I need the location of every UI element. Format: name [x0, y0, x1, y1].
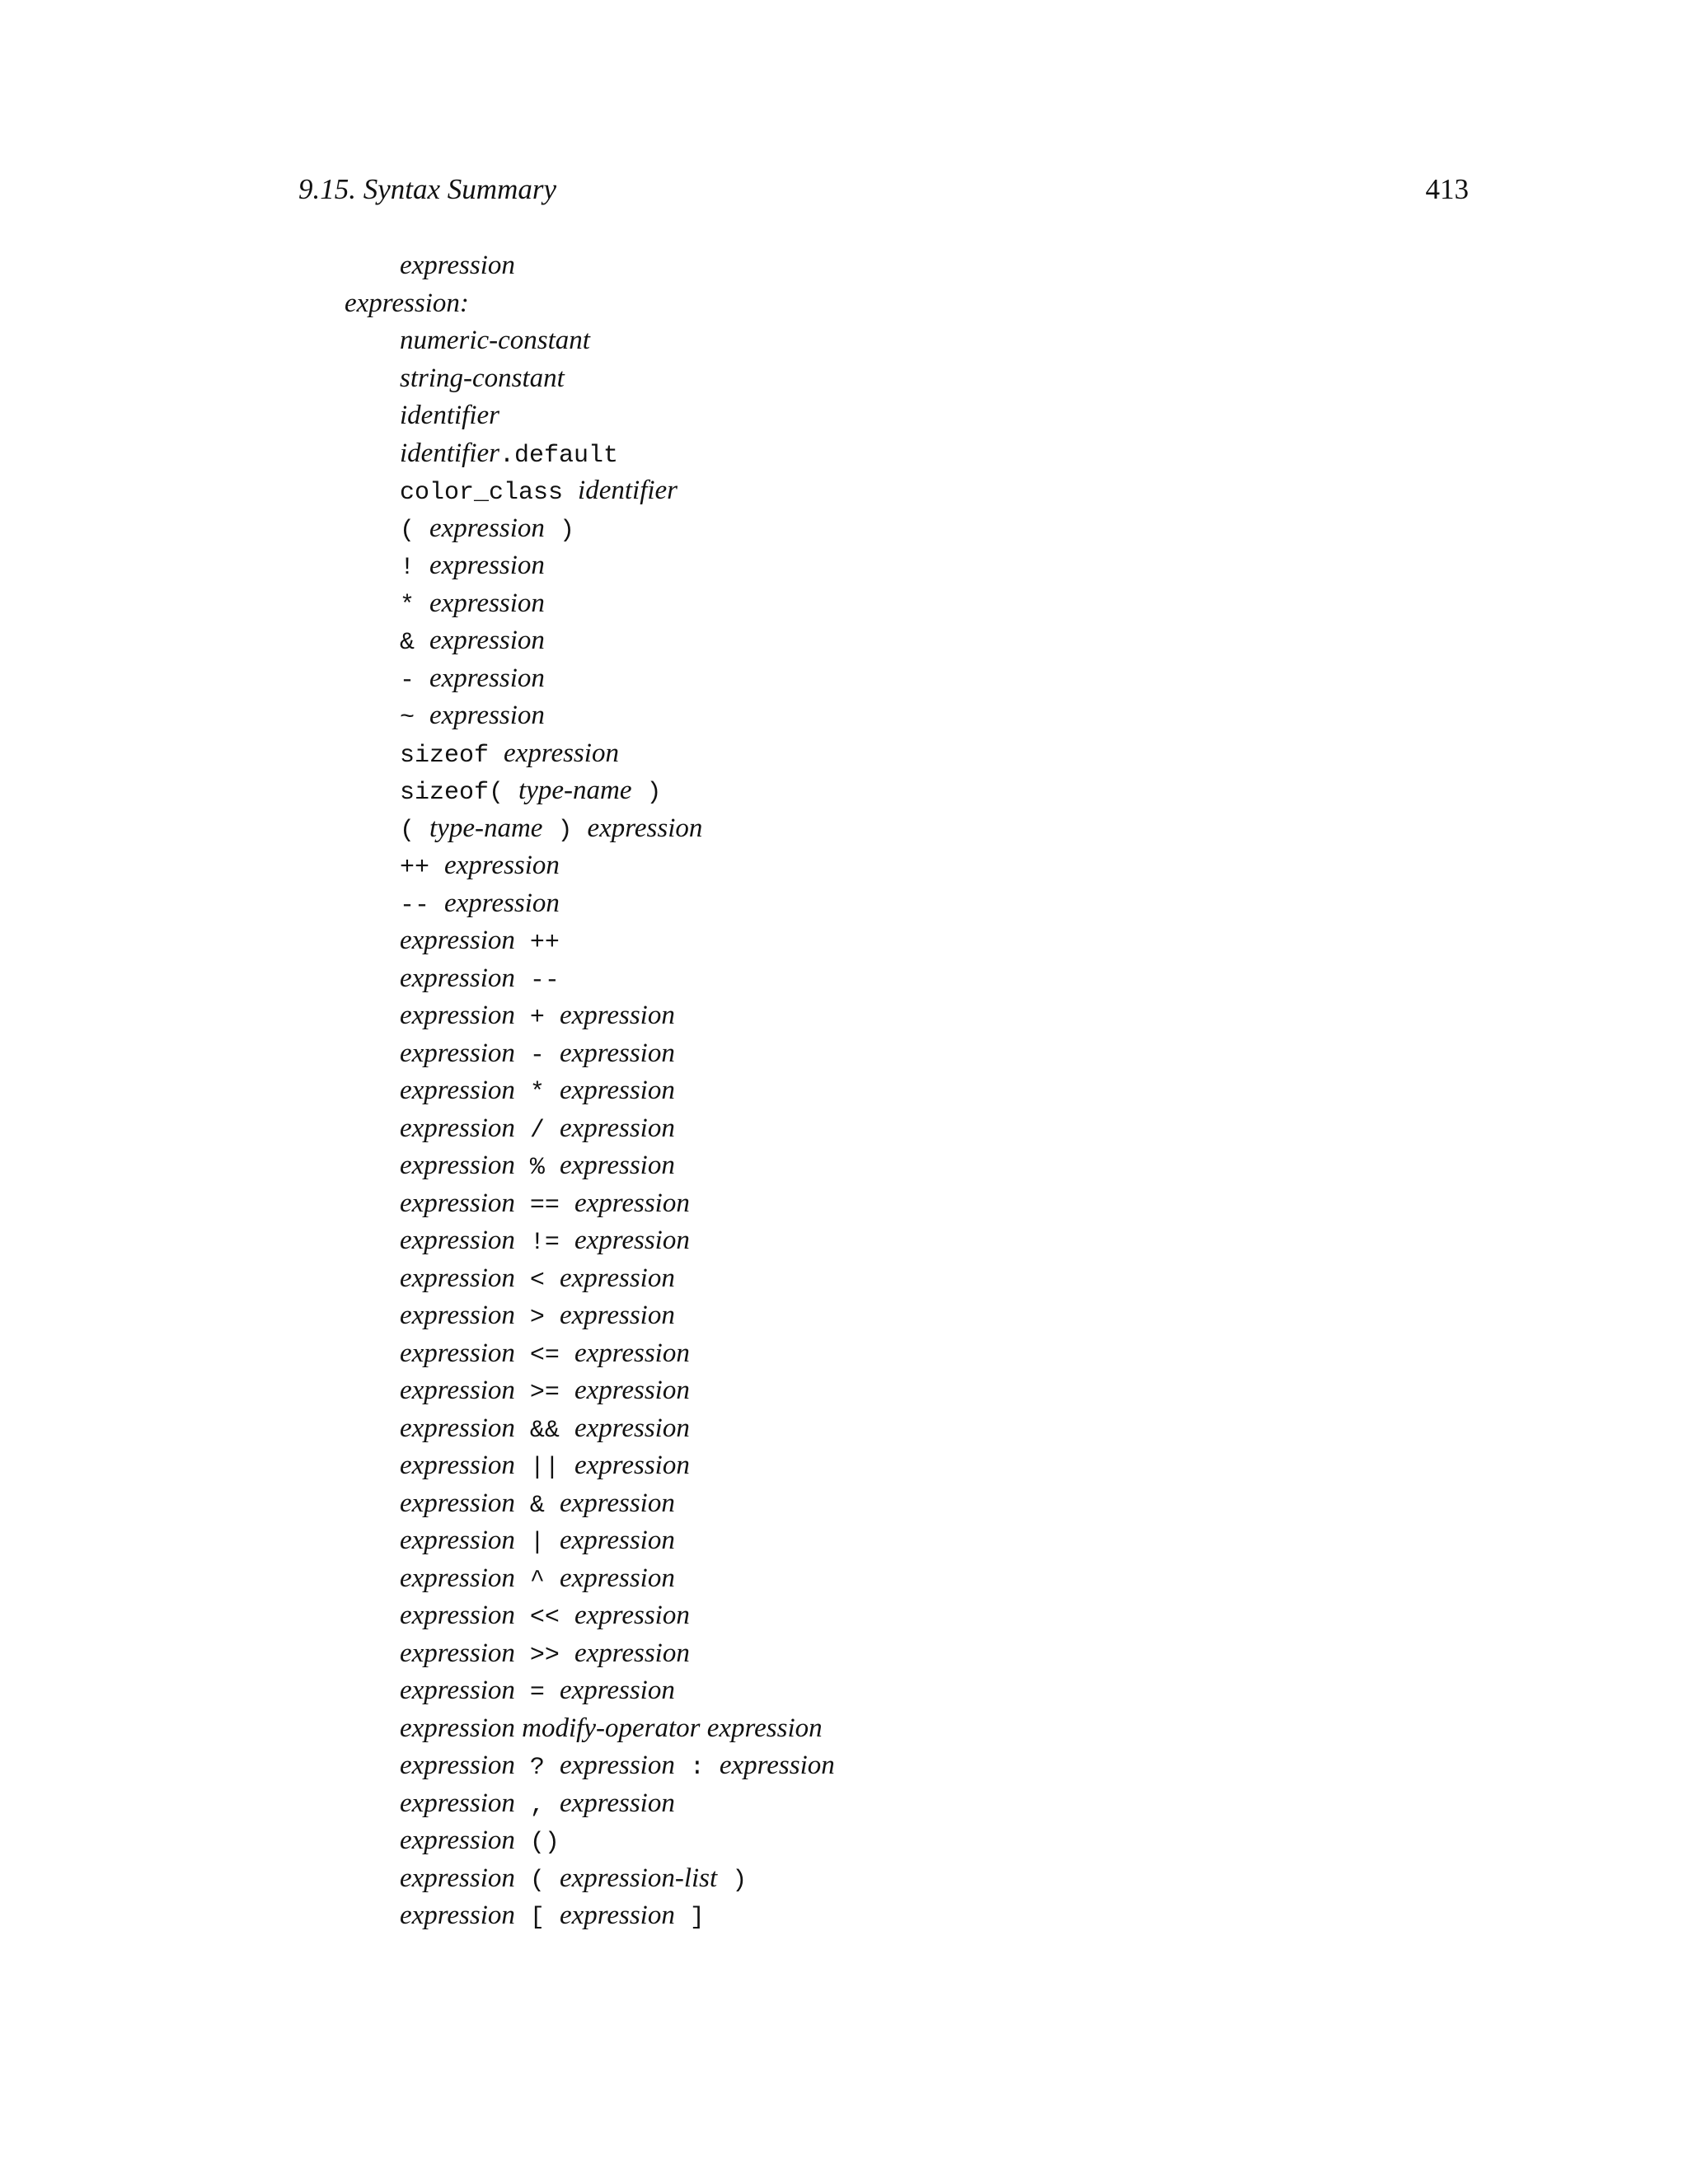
- grammar-production: [0, 1785, 1688, 1823]
- nonterminal-symbol: expression: [429, 663, 545, 693]
- terminal-token: >: [514, 1304, 560, 1332]
- grammar-production: [0, 322, 1688, 360]
- grammar-production: [0, 1485, 1688, 1523]
- grammar-production: [0, 922, 1688, 960]
- grammar-nonterminal-heading: [0, 285, 1688, 323]
- nonterminal-symbol: expression: [429, 626, 545, 655]
- terminal-token: *: [514, 1079, 560, 1107]
- nonterminal-symbol: expression: [574, 1601, 690, 1630]
- nonterminal-symbol: expression: [574, 1338, 690, 1368]
- nonterminal-symbol: expression: [559, 1301, 675, 1330]
- terminal-token: (: [400, 516, 430, 545]
- nonterminal-symbol: expression: [559, 1900, 675, 1930]
- nonterminal-symbol: expression: [400, 1563, 515, 1593]
- grammar-production: [0, 1072, 1688, 1110]
- terminal-token: sizeof: [400, 741, 504, 770]
- nonterminal-symbol: expression: [429, 513, 545, 543]
- grammar-production: [0, 1897, 1688, 1935]
- terminal-token: >>: [514, 1641, 574, 1670]
- nonterminal-symbol: expression: [429, 588, 545, 618]
- grammar-production: [0, 885, 1688, 923]
- nonterminal-symbol: expression: [400, 1900, 515, 1930]
- grammar-production: [0, 622, 1688, 660]
- nonterminal-symbol: expression: [559, 1038, 675, 1068]
- terminal-token: (: [514, 1866, 560, 1895]
- nonterminal-symbol: identifier: [400, 401, 499, 430]
- terminal-token: ): [544, 516, 574, 545]
- grammar-production: [0, 1822, 1688, 1860]
- nonterminal-symbol: expression: [400, 1601, 515, 1630]
- nonterminal-symbol: expression: [559, 1076, 675, 1105]
- grammar-production: [0, 1260, 1688, 1298]
- terminal-token: =: [514, 1679, 560, 1707]
- terminal-token: .default: [499, 441, 619, 470]
- grammar-production: [0, 585, 1688, 623]
- terminal-token: <<: [514, 1604, 574, 1632]
- nonterminal-symbol: expression: [400, 963, 515, 993]
- terminal-token: &: [400, 629, 430, 657]
- grammar-production: [0, 1372, 1688, 1410]
- nonterminal-symbol: expression: [574, 1226, 690, 1255]
- nonterminal-symbol: expression: [574, 1451, 690, 1480]
- nonterminal-symbol: expression: [400, 1675, 515, 1705]
- nonterminal-symbol: expression: [400, 1151, 515, 1180]
- terminal-token: --: [400, 891, 445, 920]
- running-header: [298, 171, 1469, 208]
- nonterminal-symbol: string-constant: [400, 363, 565, 393]
- terminal-token: ++: [514, 929, 560, 957]
- nonterminal-symbol: expression: [559, 1263, 675, 1293]
- nonterminal-symbol: type-name: [429, 813, 543, 843]
- nonterminal-symbol: expression: [400, 1188, 515, 1218]
- nonterminal-symbol: expression: [400, 1526, 515, 1555]
- terminal-token: >=: [514, 1379, 574, 1407]
- grammar-production: [0, 1710, 1688, 1748]
- terminal-token: ||: [514, 1454, 574, 1482]
- nonterminal-symbol: type-name: [518, 776, 632, 805]
- nonterminal-symbol: expression: [559, 1675, 675, 1705]
- grammar-production: [0, 697, 1688, 735]
- terminal-token: :: [674, 1754, 720, 1782]
- terminal-token: color_class: [400, 479, 579, 507]
- nonterminal-symbol: expression: [400, 1750, 515, 1780]
- nonterminal-symbol: expression modify-operator expression: [400, 1713, 823, 1743]
- grammar-listing: [0, 247, 1688, 1935]
- grammar-production: [0, 772, 1688, 810]
- page-number: 413: [1425, 173, 1469, 205]
- terminal-token: ~: [400, 704, 430, 732]
- grammar-production: [0, 847, 1688, 885]
- nonterminal-symbol: expression: [574, 1376, 690, 1405]
- nonterminal-symbol: expression: [559, 1788, 675, 1818]
- terminal-token: ]: [674, 1904, 705, 1932]
- nonterminal-symbol: expression: [574, 1188, 690, 1218]
- grammar-production: [0, 997, 1688, 1035]
- grammar-production: [0, 1447, 1688, 1485]
- terminal-token: !: [400, 554, 430, 582]
- grammar-production: [0, 960, 1688, 998]
- grammar-production: [0, 660, 1688, 698]
- terminal-token: ?: [514, 1754, 560, 1782]
- nonterminal-symbol: expression: [559, 1750, 675, 1780]
- grammar-production: [0, 472, 1688, 510]
- grammar-production: [0, 435, 1688, 473]
- terminal-token: |: [514, 1529, 560, 1557]
- grammar-production: [0, 1035, 1688, 1073]
- nonterminal-symbol: expression: [559, 1001, 675, 1030]
- nonterminal-symbol: expression: [559, 1488, 675, 1518]
- grammar-production: [0, 1185, 1688, 1223]
- grammar-production: [0, 810, 1688, 848]
- nonterminal-symbol: expression: [400, 251, 515, 280]
- nonterminal-symbol: expression:: [345, 288, 469, 318]
- terminal-token: ^: [514, 1566, 560, 1595]
- terminal-token: &&: [514, 1416, 574, 1445]
- terminal-token: !=: [514, 1229, 574, 1257]
- nonterminal-symbol: expression: [400, 1825, 515, 1855]
- nonterminal-symbol: expression: [559, 1526, 675, 1555]
- grammar-production: [0, 510, 1688, 548]
- nonterminal-symbol: expression: [400, 1376, 515, 1405]
- nonterminal-symbol: expression: [400, 1788, 515, 1818]
- terminal-token: [: [514, 1904, 560, 1932]
- nonterminal-symbol: expression: [574, 1638, 690, 1668]
- nonterminal-symbol: expression: [429, 701, 545, 730]
- terminal-token: --: [514, 966, 560, 995]
- grammar-production: [0, 397, 1688, 435]
- nonterminal-symbol: expression: [429, 551, 545, 580]
- nonterminal-symbol: expression: [400, 1113, 515, 1143]
- terminal-token: (): [514, 1829, 560, 1857]
- nonterminal-symbol: expression: [559, 1113, 675, 1143]
- nonterminal-symbol: expression: [400, 1001, 515, 1030]
- nonterminal-symbol: expression: [400, 1338, 515, 1368]
- nonterminal-symbol: expression: [719, 1750, 835, 1780]
- nonterminal-symbol: expression: [400, 1038, 515, 1068]
- grammar-production: [0, 1560, 1688, 1598]
- terminal-token: +: [514, 1004, 560, 1032]
- terminal-token: *: [400, 591, 430, 620]
- nonterminal-symbol: expression: [574, 1413, 690, 1443]
- nonterminal-symbol: expression: [400, 1413, 515, 1443]
- grammar-production: [0, 1597, 1688, 1635]
- nonterminal-symbol: expression: [444, 888, 560, 918]
- nonterminal-symbol: expression-list: [559, 1863, 718, 1893]
- terminal-token: -: [400, 666, 430, 695]
- nonterminal-symbol: expression: [559, 1563, 675, 1593]
- terminal-token: /: [514, 1116, 560, 1145]
- section-title: 9.15. Syntax Summary: [298, 173, 557, 205]
- terminal-token: &: [514, 1491, 560, 1520]
- nonterminal-symbol: expression: [400, 1488, 515, 1518]
- grammar-production: [0, 547, 1688, 585]
- terminal-token: -: [514, 1041, 560, 1070]
- grammar-production: [0, 1747, 1688, 1785]
- terminal-token: <=: [514, 1341, 574, 1370]
- terminal-token: ): [542, 816, 588, 845]
- terminal-token: sizeof(: [400, 779, 519, 807]
- grammar-production: [0, 1110, 1688, 1148]
- terminal-token: ,: [514, 1791, 560, 1820]
- nonterminal-symbol: expression: [444, 851, 560, 880]
- terminal-token: ): [717, 1866, 748, 1895]
- nonterminal-symbol: expression: [400, 1301, 515, 1330]
- nonterminal-symbol: expression: [400, 1263, 515, 1293]
- grammar-production: [0, 1410, 1688, 1448]
- nonterminal-symbol: expression: [504, 738, 619, 768]
- nonterminal-symbol: expression: [400, 1076, 515, 1105]
- nonterminal-symbol: expression: [559, 1151, 675, 1180]
- terminal-token: ): [631, 779, 662, 807]
- nonterminal-symbol: identifier: [400, 438, 499, 468]
- grammar-production: [0, 360, 1688, 398]
- grammar-production: [0, 1297, 1688, 1335]
- grammar-production: [0, 1335, 1688, 1373]
- nonterminal-symbol: numeric-constant: [400, 326, 590, 355]
- grammar-production: [0, 1147, 1688, 1185]
- nonterminal-symbol: identifier: [578, 476, 678, 505]
- terminal-token: (: [400, 816, 430, 845]
- grammar-production: [0, 1635, 1688, 1673]
- nonterminal-symbol: expression: [400, 1863, 515, 1893]
- grammar-production: [0, 1222, 1688, 1260]
- grammar-production: [0, 1672, 1688, 1710]
- grammar-production: [0, 1860, 1688, 1898]
- grammar-production: [0, 1522, 1688, 1560]
- nonterminal-symbol: expression: [400, 1226, 515, 1255]
- nonterminal-symbol: expression: [400, 1638, 515, 1668]
- nonterminal-symbol: expression: [400, 1451, 515, 1480]
- terminal-token: <: [514, 1266, 560, 1295]
- terminal-token: %: [514, 1154, 560, 1182]
- nonterminal-symbol: expression: [400, 926, 515, 955]
- terminal-token: ++: [400, 854, 445, 882]
- grammar-production: [0, 247, 1688, 285]
- terminal-token: ==: [514, 1191, 574, 1220]
- nonterminal-symbol: expression: [587, 813, 703, 843]
- grammar-production: [0, 735, 1688, 773]
